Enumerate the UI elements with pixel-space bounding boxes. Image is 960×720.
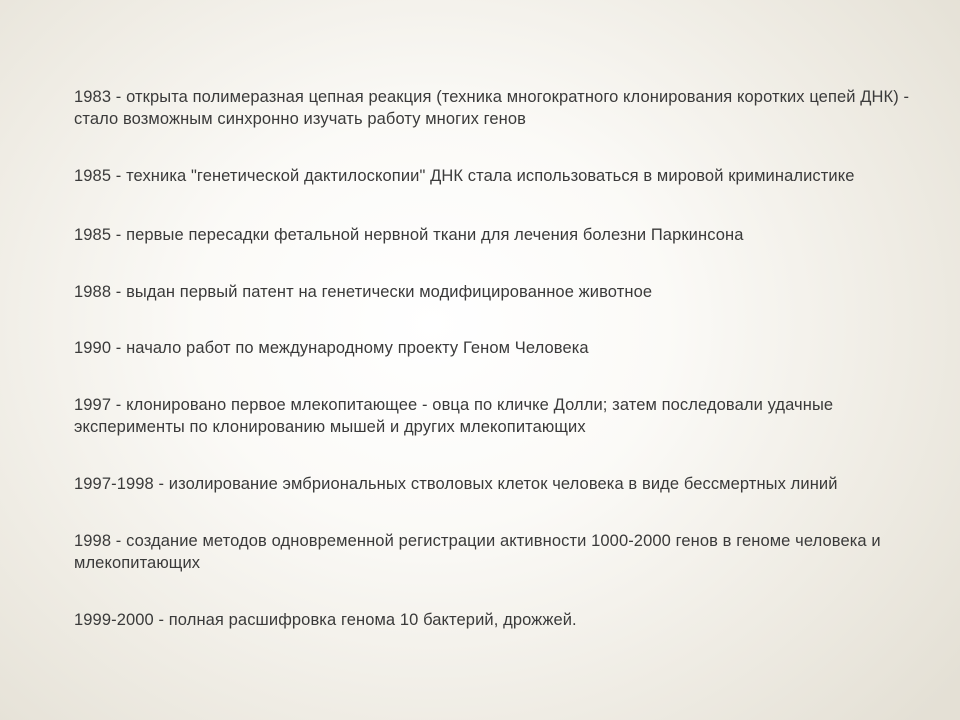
- timeline-entry-1985-dactyloscopy: 1985 - техника "генетической дактилоскопии" ДНК стала использоваться в мировой криминалистике: [74, 167, 855, 185]
- timeline-entry-1998: 1998 - создание методов одновременной регистрации активности 1000-2000 генов в геноме человека и млекопитающих: [74, 532, 881, 572]
- timeline-entry-1999-2000: 1999-2000 - полная расшифровка генома 10 бактерий, дрожжей.: [74, 611, 577, 629]
- timeline-entry-1997: 1997 - клонировано первое млекопитающее - овца по кличке Долли; затем последовали удачные эксперименты по клонированию мышей и других млекопитающих: [74, 396, 834, 436]
- timeline-entry-1983: 1983 - открыта полимеразная цепная реакция (техника многократного клонирования коротких цепей ДНК) - стало возможным синхронно изучать работу многих генов: [74, 88, 910, 128]
- timeline-entry-1985-parkinson: 1985 - первые пересадки фетальной нервной ткани для лечения болезни Паркинсона: [74, 226, 744, 244]
- timeline-entry-1997-1998: 1997-1998 - изолирование эмбриональных стволовых клеток человека в виде бессмертных линий: [74, 475, 838, 493]
- timeline-list: [74, 86, 924, 631]
- timeline-entry-1990: 1990 - начало работ по международному проекту Геном Человека: [74, 339, 589, 357]
- timeline-entry-1988: 1988 - выдан первый патент на генетически модифицированное животное: [74, 283, 653, 301]
